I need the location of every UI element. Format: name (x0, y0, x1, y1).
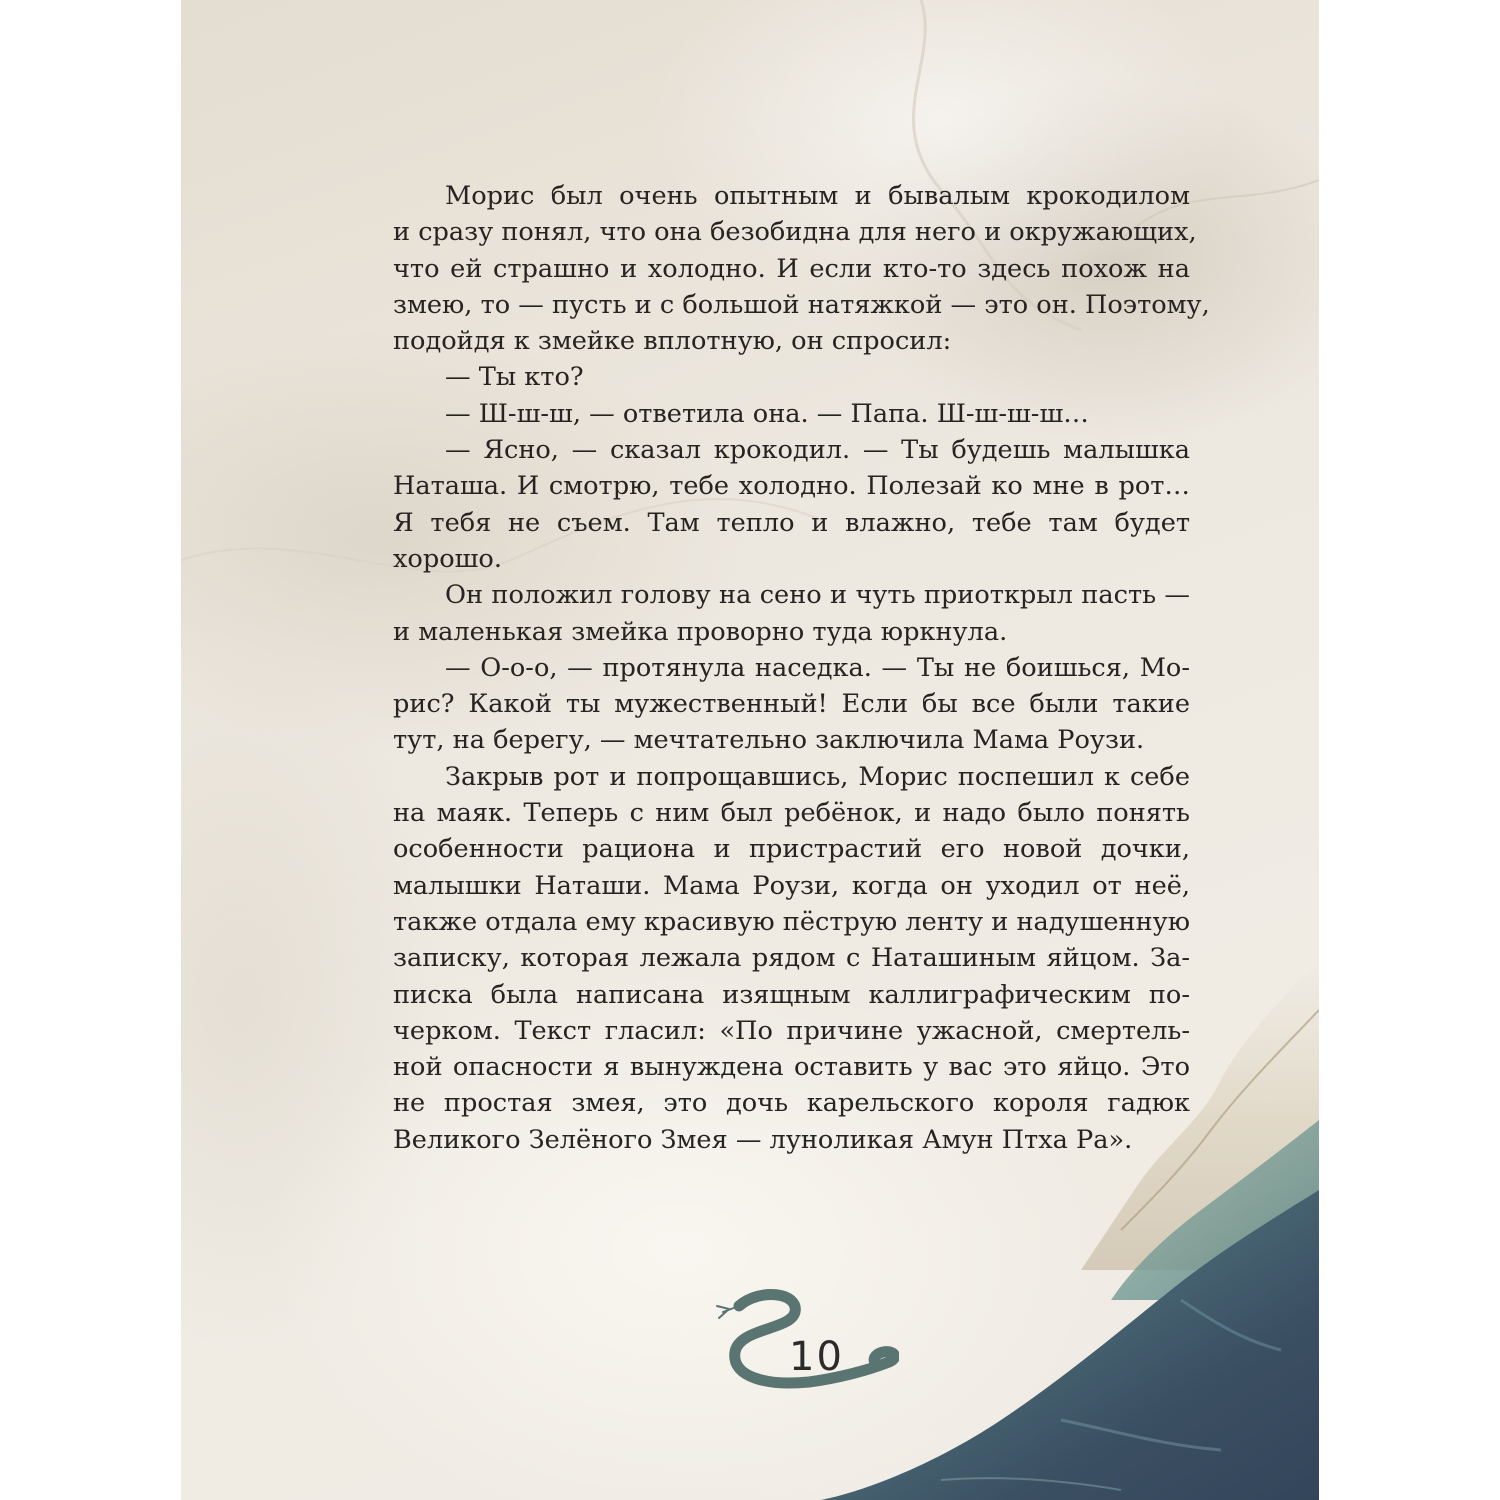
text-line: Я тебя не съем. Там тепло и влажно, тебе там будет (393, 507, 1190, 538)
text-line: Закрыв рот и попрощавшись, Морис поспешил к себе (445, 761, 1190, 792)
text-line: и маленькая змейка проворно туда юркнула. (393, 616, 1008, 647)
text-line: что ей страшно и холодно. И если кто-то здесь похож на (393, 253, 1190, 284)
text-line: также отдала ему красивую пёструю ленту и надушенную (393, 906, 1190, 937)
text-line: и сразу понял, что она безобидна для него и окружающих, (393, 217, 1197, 248)
text-line: хорошо. (393, 543, 502, 574)
body-text (393, 178, 1210, 1158)
text-line: Он положил голову на сено и чуть приоткрыл пасть — (445, 580, 1190, 611)
text-line: — Ш-ш-ш, — ответила она. — Папа. Ш-ш-ш-ш… (445, 398, 1089, 429)
text-line: Наташа. И смотрю, тебе холодно. Полезай ко мне в рот… (393, 471, 1190, 502)
text-line: не простая змея, это дочь карельского короля гадюк (393, 1088, 1190, 1119)
text-line: рис? Какой ты мужественный! Если бы все были такие (393, 689, 1190, 720)
book-page (181, 0, 1319, 1500)
text-line: на маяк. Теперь с ним был ребёнок, и надо было понять (393, 798, 1190, 829)
text-line: особенности рациона и пристрастий его новой дочки, (393, 834, 1190, 865)
text-line: писка была написана изящным каллиграфическим по- (393, 979, 1190, 1010)
text-line: ной опасности я вынуждена оставить у вас это яйцо. Это (393, 1052, 1190, 1083)
text-line: подойдя к змейке вплотную, он спросил: (393, 326, 952, 357)
text-line: — Ты кто? (445, 362, 584, 393)
text-line: черком. Текст гласил: «По причине ужасной, смертель- (393, 1015, 1190, 1046)
text-line: тут, на берегу, — мечтательно заключила Мама Роузи. (393, 725, 1145, 756)
text-line: — О-о-о, — протянула наседка. — Ты не боишься, Мо- (445, 652, 1190, 683)
text-line: малышки Наташи. Мама Роузи, когда он уходил от неё, (393, 870, 1190, 901)
text-line: змею, то — пусть и с большой натяжкой — это он. Поэтому, (393, 289, 1210, 320)
text-line: Морис был очень опытным и бывалым крокодилом (445, 181, 1190, 211)
page-number: 10 (789, 1334, 844, 1380)
text-line: записку, которая лежала рядом с Наташиным яйцом. За- (393, 943, 1190, 974)
text-line: — Ясно, — сказал крокодил. — Ты будешь малышка (445, 435, 1190, 466)
text-line: Великого Зелёного Змея — луноликая Амун Птха Ра». (393, 1124, 1133, 1155)
